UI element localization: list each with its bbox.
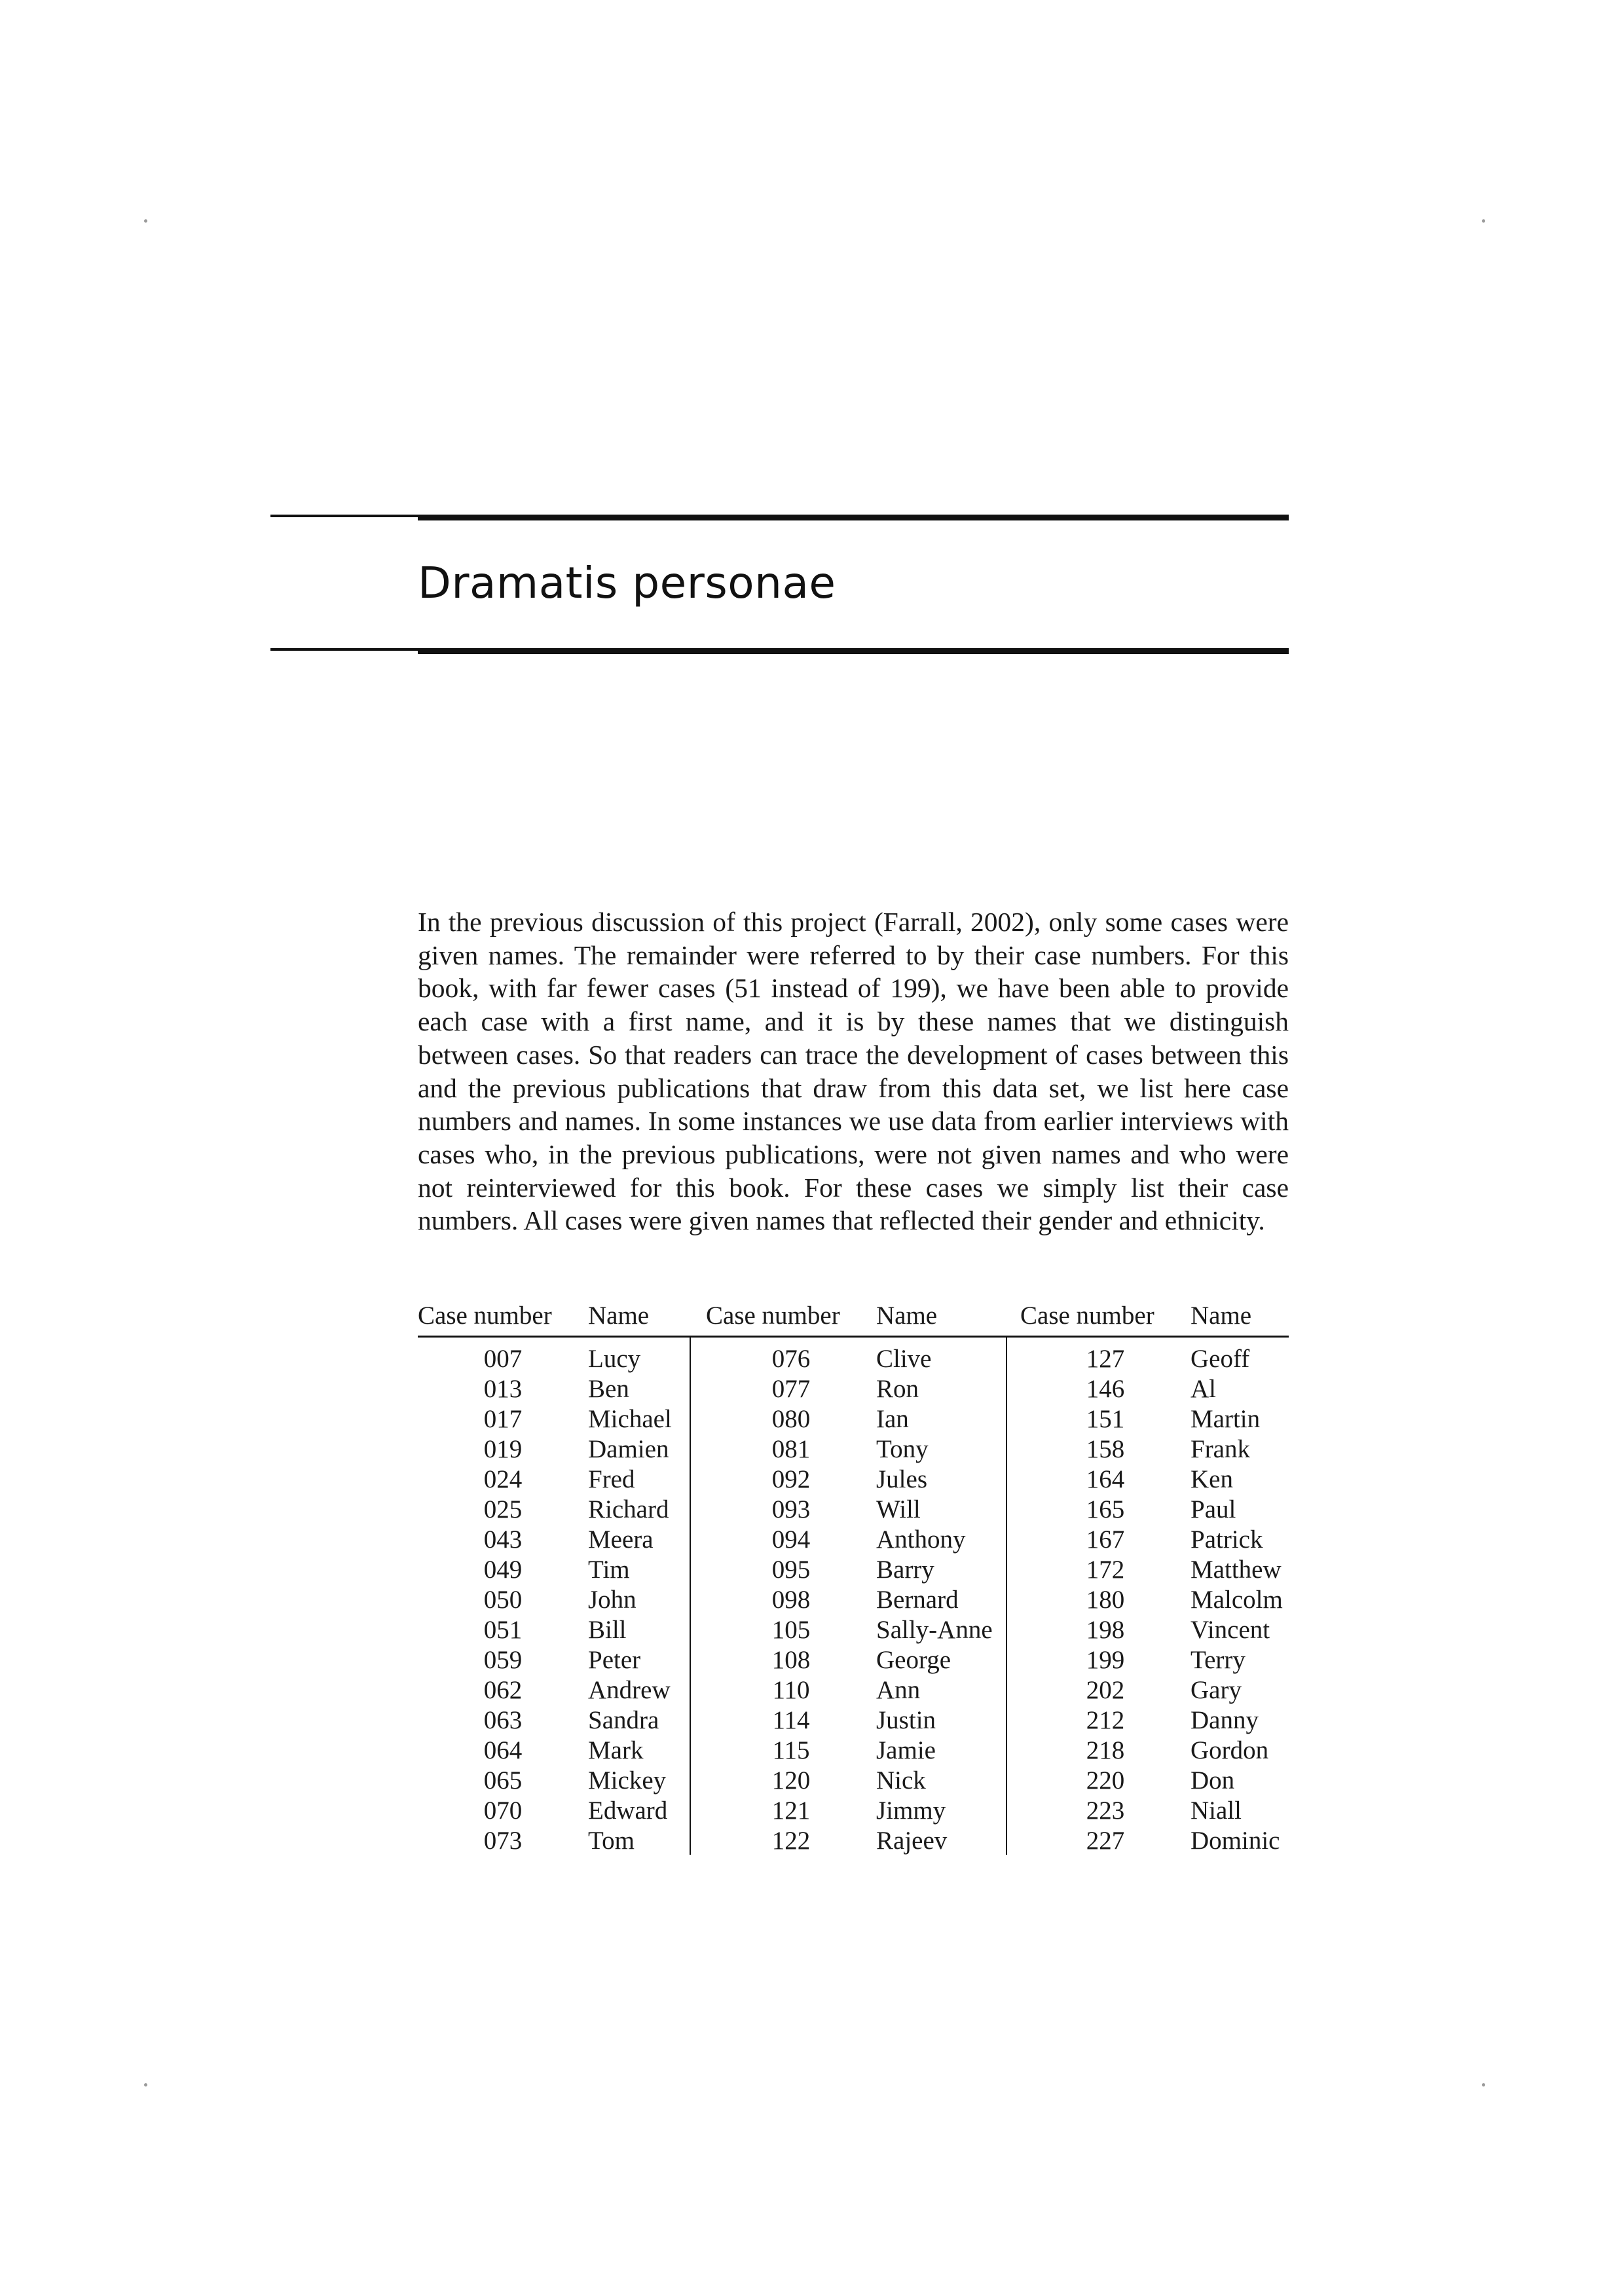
- case-number: 070: [483, 1796, 523, 1825]
- case-name: Tony: [876, 1435, 929, 1463]
- case-name: Al: [1190, 1375, 1216, 1403]
- case-name: Mickey: [588, 1766, 667, 1795]
- header-name: Name: [1190, 1302, 1252, 1330]
- case-name: Justin: [876, 1706, 936, 1734]
- case-name: Fred: [588, 1465, 635, 1493]
- crop-mark: [144, 2083, 147, 2086]
- case-number: 167: [1086, 1525, 1125, 1554]
- crop-mark: [144, 219, 147, 223]
- case-number: 121: [771, 1796, 811, 1825]
- case-name: Sandra: [588, 1706, 659, 1734]
- crop-mark: [1482, 2083, 1485, 2086]
- title-rule-bottom-thin: [270, 648, 418, 651]
- case-number: 043: [483, 1525, 523, 1554]
- case-name: Danny: [1190, 1706, 1259, 1734]
- case-name: Mark: [588, 1736, 644, 1764]
- case-name: Dominic: [1190, 1827, 1280, 1855]
- header-case-number: Case number: [418, 1302, 552, 1330]
- case-name: Clive: [876, 1345, 932, 1373]
- case-name: Gordon: [1190, 1736, 1269, 1764]
- case-number: 105: [771, 1616, 811, 1644]
- title-rule-bottom: [418, 648, 1289, 654]
- case-name: Jules: [876, 1465, 927, 1493]
- case-name: Damien: [588, 1435, 669, 1463]
- case-name: Geoff: [1190, 1345, 1250, 1373]
- case-number: 172: [1086, 1556, 1125, 1584]
- case-number: 227: [1086, 1827, 1125, 1855]
- case-number: 122: [771, 1827, 811, 1855]
- case-name: Barry: [876, 1556, 934, 1584]
- case-number: 098: [771, 1586, 811, 1614]
- case-number: 120: [771, 1766, 811, 1795]
- case-name: Tom: [588, 1827, 635, 1855]
- case-name: Vincent: [1190, 1616, 1270, 1644]
- case-number: 049: [483, 1556, 523, 1584]
- title-rule-top-thin: [270, 515, 418, 517]
- case-table-header: [418, 1296, 1289, 1338]
- case-number: 094: [771, 1525, 811, 1554]
- case-number: 164: [1086, 1465, 1125, 1493]
- case-number: 077: [771, 1375, 811, 1403]
- case-name: Ben: [588, 1375, 629, 1403]
- case-number: 108: [771, 1646, 811, 1674]
- case-name: Don: [1190, 1766, 1235, 1795]
- case-name: Anthony: [876, 1525, 966, 1554]
- case-number: 093: [771, 1495, 811, 1523]
- case-name: Jimmy: [876, 1796, 946, 1825]
- case-number: 095: [771, 1556, 811, 1584]
- case-name: Meera: [588, 1525, 654, 1554]
- case-name: Ann: [876, 1676, 921, 1704]
- case-number: 080: [771, 1405, 811, 1433]
- case-number: 062: [483, 1676, 523, 1704]
- case-number: 017: [483, 1405, 523, 1433]
- case-number: 063: [483, 1706, 523, 1734]
- case-name: Frank: [1190, 1435, 1250, 1463]
- case-name: Bill: [588, 1616, 627, 1644]
- case-name: Peter: [588, 1646, 641, 1674]
- case-name: Will: [876, 1495, 921, 1523]
- case-name: Jamie: [876, 1736, 936, 1764]
- case-number: 158: [1086, 1435, 1125, 1463]
- case-number: 165: [1086, 1495, 1125, 1523]
- case-number: 092: [771, 1465, 811, 1493]
- case-number: 050: [483, 1586, 523, 1614]
- case-name: Bernard: [876, 1586, 959, 1614]
- case-number: 013: [483, 1375, 523, 1403]
- case-name: Paul: [1190, 1495, 1236, 1523]
- case-number: 051: [483, 1616, 523, 1644]
- case-number: 202: [1086, 1676, 1125, 1704]
- case-number: 073: [483, 1827, 523, 1855]
- case-number: 115: [772, 1736, 810, 1764]
- case-name: Rajeev: [876, 1827, 948, 1855]
- case-number: 076: [771, 1345, 811, 1373]
- case-number: 025: [483, 1495, 523, 1523]
- case-name: Gary: [1190, 1676, 1242, 1704]
- case-name: Terry: [1190, 1646, 1246, 1674]
- case-name: Edward: [588, 1796, 668, 1825]
- case-name: Andrew: [588, 1676, 671, 1704]
- title-rule-top: [418, 515, 1289, 520]
- case-number: 007: [483, 1345, 523, 1373]
- case-number: 199: [1086, 1646, 1125, 1674]
- case-number: 065: [483, 1766, 523, 1795]
- case-name: Ken: [1190, 1465, 1233, 1493]
- case-table-body: [418, 1338, 1289, 1855]
- case-name: Richard: [588, 1495, 669, 1523]
- case-name: Patrick: [1190, 1525, 1263, 1554]
- case-number: 127: [1086, 1345, 1125, 1373]
- case-name: Ian: [876, 1405, 909, 1433]
- case-number: 064: [483, 1736, 523, 1764]
- case-name: Michael: [588, 1405, 672, 1433]
- header-name: Name: [588, 1302, 650, 1330]
- case-number: 081: [771, 1435, 811, 1463]
- case-name: Malcolm: [1190, 1586, 1283, 1614]
- case-name: Lucy: [588, 1345, 641, 1373]
- case-name: Sally-Anne: [876, 1616, 993, 1644]
- case-table: [418, 1296, 1289, 1855]
- case-number: 198: [1086, 1616, 1125, 1644]
- case-number: 019: [483, 1435, 523, 1463]
- column-divider: [690, 1338, 691, 1855]
- case-name: Tim: [588, 1556, 630, 1584]
- page-title: Dramatis personae: [418, 558, 836, 608]
- header-case-number: Case number: [1020, 1302, 1154, 1330]
- case-name: Ron: [876, 1375, 919, 1403]
- case-number: 212: [1086, 1706, 1125, 1734]
- header-case-number: Case number: [706, 1302, 840, 1330]
- case-name: Martin: [1190, 1405, 1261, 1433]
- case-name: Matthew: [1190, 1556, 1282, 1584]
- case-number: 110: [772, 1676, 810, 1704]
- crop-mark: [1482, 219, 1485, 223]
- case-number: 151: [1086, 1405, 1125, 1433]
- header-name: Name: [876, 1302, 938, 1330]
- case-number: 223: [1086, 1796, 1125, 1825]
- case-number: 180: [1086, 1586, 1125, 1614]
- case-name: George: [876, 1646, 951, 1674]
- case-number: 220: [1086, 1766, 1125, 1795]
- case-name: Niall: [1190, 1796, 1242, 1825]
- case-number: 146: [1086, 1375, 1125, 1403]
- case-name: Nick: [876, 1766, 926, 1795]
- case-number: 059: [483, 1646, 523, 1674]
- case-name: John: [588, 1586, 637, 1614]
- case-number: 218: [1086, 1736, 1125, 1764]
- case-number: 114: [772, 1706, 810, 1734]
- case-number: 024: [483, 1465, 523, 1493]
- column-divider: [1006, 1338, 1007, 1855]
- intro-paragraph: In the previous discussion of this project (Farrall, 2002), only some cases were given names. The remainder were referred to by their case numbers. For this book, with far fewer cases (51 instead of 199), we have been able to provide each case with a first name, and it is by these names that we distinguish between cases. So that readers can trace the development of cases between this and the previous publications that draw from this data set, we list here case numbers and names. In some instances we use data from earlier interviews with cases who, in the previous publications, were not given names and who were not reinterviewed for this book. For these cases we simply list their case numbers. All cases were given names that reflected their gender and ethnicity.: [418, 907, 1289, 1236]
